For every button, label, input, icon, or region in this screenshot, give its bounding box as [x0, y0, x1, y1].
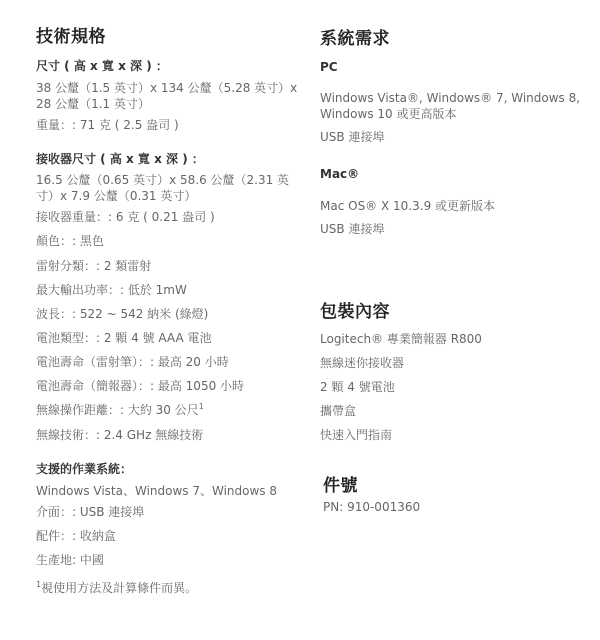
color-spec: 顏色：: 黑色 [36, 234, 104, 248]
wavelength-spec: 波長：: 522 ~ 542 納米 (綠燈) [36, 307, 209, 321]
interface-spec: 介面：: USB 連接埠 [36, 505, 145, 519]
os-support-value: Windows Vista、Windows 7、Windows 8 [36, 484, 278, 498]
mac-os-value: Mac OS® X 10.3.9 或更新版本 [320, 199, 496, 213]
tech-specs-heading: 技術規格 [36, 27, 106, 47]
weight-spec: 重量：: 71 克 ( 2.5 盎司 ) [36, 118, 179, 132]
part-number-value: PN: 910-001360 [323, 500, 421, 514]
package-item: Logitech® 專業簡報器 R800 [320, 332, 482, 346]
mac-title: Mac® [320, 167, 360, 181]
battery-type-spec: 電池類型：: 2 顆 4 號 AAA 電池 [36, 331, 212, 345]
part-number-heading: 件號 [323, 476, 358, 496]
range-spec [36, 402, 204, 418]
receiver-dimensions-title: 接收器尺寸 ( 高 x 寬 x 深 ) ： [36, 152, 204, 166]
origin-spec: 生產地: 中國 [36, 553, 104, 567]
footnote-mark: 1 [36, 580, 42, 589]
accessories-spec: 配件：: 收納盒 [36, 529, 116, 543]
range-footnote-mark: 1 [198, 402, 204, 411]
package-item: 2 顆 4 號電池 [320, 380, 395, 394]
system-requirements-heading: 系統需求 [320, 29, 390, 49]
battery-life-presenter-spec: 電池壽命（簡報器）：: 最高 1050 小時 [36, 379, 245, 393]
package-contents-heading: 包裝內容 [320, 302, 390, 322]
laser-class-spec: 雷射分類：: 2 類雷射 [36, 259, 152, 273]
package-item: 快速入門指南 [320, 428, 393, 442]
pc-os-value: Windows Vista®, Windows® 7, Windows 8, Windows 10 或更高版本 [320, 91, 581, 121]
max-power-spec: 最大輸出功率：: 低於 1mW [36, 283, 187, 297]
footnote-text: 視使用方法及計算條件而異。 [41, 581, 198, 595]
range-text: 無線操作距離：: 大約 30 公尺 [36, 403, 199, 417]
pc-title: PC [320, 60, 338, 74]
dimensions-value: 38 公釐（1.5 英寸）x 134 公釐（5.28 英寸）x 28 公釐（1.1 英寸） [36, 81, 298, 111]
mac-usb-value: USB 連接埠 [320, 222, 385, 236]
pc-usb-value: USB 連接埠 [320, 130, 385, 144]
package-item: 攜帶盒 [320, 404, 357, 418]
battery-life-laser-spec: 電池壽命（雷射筆）：: 最高 20 小時 [36, 355, 229, 369]
footnote [36, 580, 197, 596]
wireless-tech-spec: 無線技術：: 2.4 GHz 無線技術 [36, 428, 204, 442]
os-support-title: 支援的作業系統： [36, 462, 133, 476]
receiver-weight-spec: 接收器重量：: 6 克 ( 0.21 盎司 ) [36, 210, 215, 224]
receiver-dimensions-value: 16.5 公釐（0.65 英寸）x 58.6 公釐（2.31 英寸）x 7.9 公釐（0.31 英寸） [36, 173, 290, 203]
package-item: 無線迷你接收器 [320, 356, 405, 370]
dimensions-title: 尺寸 ( 高 x 寬 x 深 ) ： [36, 59, 168, 73]
